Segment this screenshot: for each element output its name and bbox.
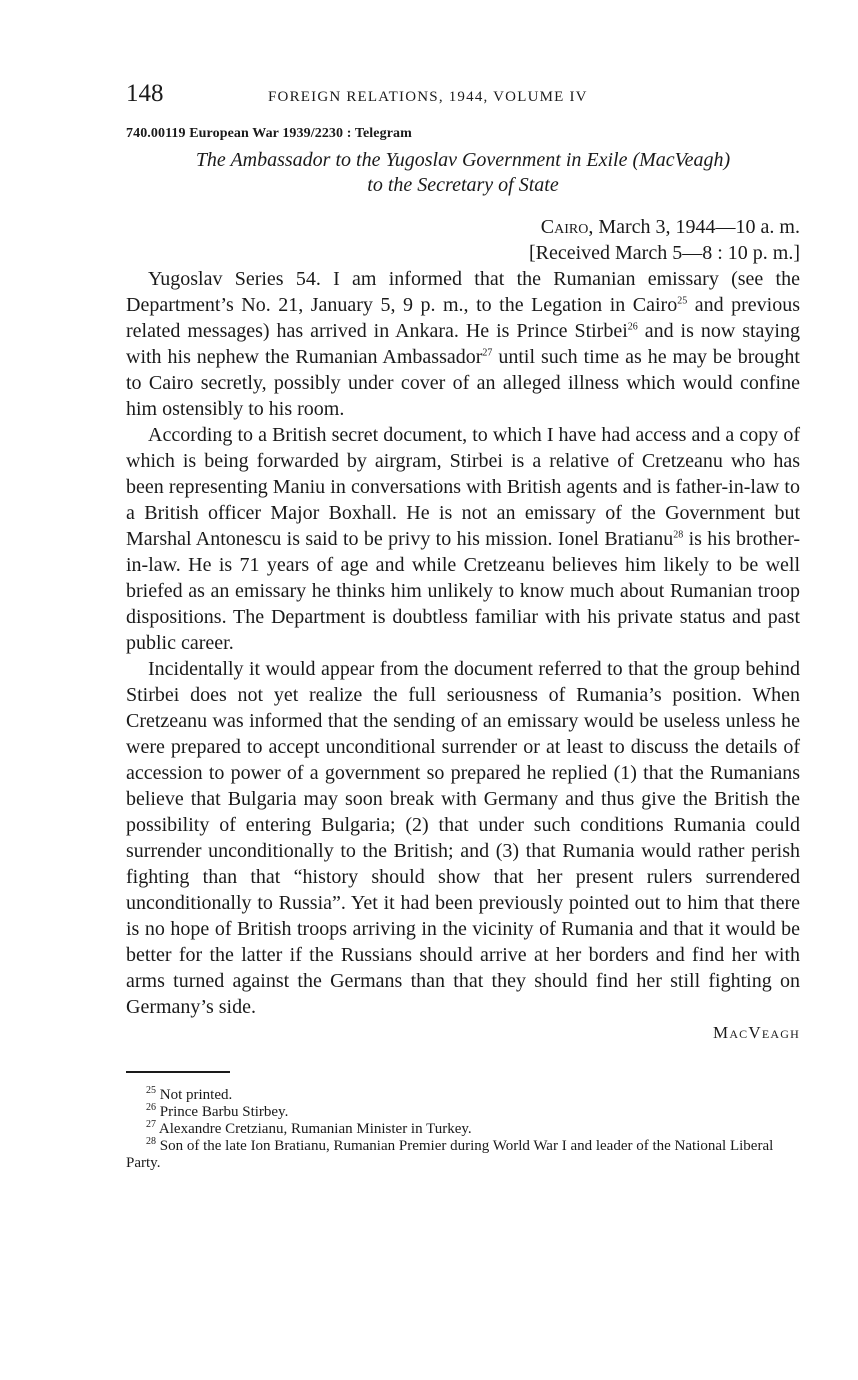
sent-dateline [126, 214, 800, 240]
page-number: 148 [126, 80, 164, 107]
paragraph-3: Incidentally it would appear from the document referred to that the group behind Stirbei does not yet realize the full seriousness of Rumania’s position. When Cretzeanu was informed that the sending of an emissary would be useless unless he were prepared to accept unconditional surrender or at least to discuss the details of accession to power of a government so prepared he replied (1) that the Rumanians believe that Bulgaria may soon break with Germany and thus give the British the possibility of entering Bulgaria; (2) that under such conditions Rumania could surrender unconditionally to the British; and (3) that Rumania would rather perish fighting than that “history should show that her present rulers surrendered unconditionally to Russia”. Yet it had been previously pointed out to him that there is no hope of British troops arriving in the vicinity of Rumania and that it would be better for the latter if the Russians should arrive at her borders and find her with arms turned against the Germans than that they should find her still fighting on Germany’s side. [126, 658, 800, 1018]
footnote-divider [126, 1071, 230, 1073]
running-head: FOREIGN RELATIONS, 1944, VOLUME IV [268, 89, 588, 105]
heading-line-1: The Ambassador to the Yugoslav Government in Exile (MacVeagh) [195, 149, 731, 171]
footnote-ref-28: 28 [673, 529, 684, 541]
footnote-27: $^{27}$ Alexandre Cretzianu, Rumanian Minister in Turkey. [146, 1119, 472, 1137]
footnote-28: $^{28}$ Son of the late Ion Bratianu, Rumanian Premier during World War I and leader of the National Liberal Party. [126, 1136, 774, 1171]
document-heading [126, 148, 800, 198]
footnotes [126, 1087, 800, 1172]
telegram-body [126, 266, 800, 1020]
dateline [126, 214, 800, 266]
document-page [126, 80, 800, 1172]
sent-date: , March 3, 1944—10 a. m. [588, 216, 800, 238]
page-header [126, 80, 800, 112]
footnote-ref-25: 25 [677, 295, 688, 307]
paragraph-2: According to a British secret document, to which I have had access and a copy of which is being forwarded by airgram, Stirbei is a relative of Cretzeanu who has been representing Maniu in conversations with British agents and is father-in-law to a British officer Major Boxhall. He is not an emissary of the Government but Marshal Antonescu is said to be privy to his mission. Ionel Bratianu$^{28}$ is his brother-in-law. He is 71 years of age and while Cretzeanu believes him likely to be well briefed as an emissary he thinks him unlikely to know much about Rumanian troop dispositions. The Department is doubtless familiar with his private status and past public career. [126, 424, 800, 654]
footnote-26: $^{26}$ Prince Barbu Stirbey. [146, 1102, 289, 1120]
signature: MacVeagh [713, 1023, 800, 1042]
footnote-ref-26: 26 [627, 321, 638, 333]
place-name: Cairo [540, 216, 589, 238]
footnote-ref-27: 27 [482, 347, 493, 359]
file-reference: 740.00119 European War 1939/2230 : Telegram [126, 126, 412, 141]
received-dateline: [Received March 5—8 : 10 p. m.] [528, 242, 800, 264]
footnote-25: $^{25}$ Not printed. [146, 1085, 233, 1103]
paragraph-1: Yugoslav Series 54. I am informed that the Rumanian emissary (see the Department’s No. 21, January 5, 9 p. m., to the Legation in Cairo$^{25}$ and previous related messages) has arrived in Ankara. He is Prince Stirbei$^{26}$ and is now staying with his nephew the Rumanian Ambassador$^{27}$ until such time as he may be brought to Cairo secretly, possibly under cover of an alleged illness which would confine him ostensibly to his room. [126, 268, 800, 420]
heading-line-2: to the Secretary of State [367, 174, 559, 196]
